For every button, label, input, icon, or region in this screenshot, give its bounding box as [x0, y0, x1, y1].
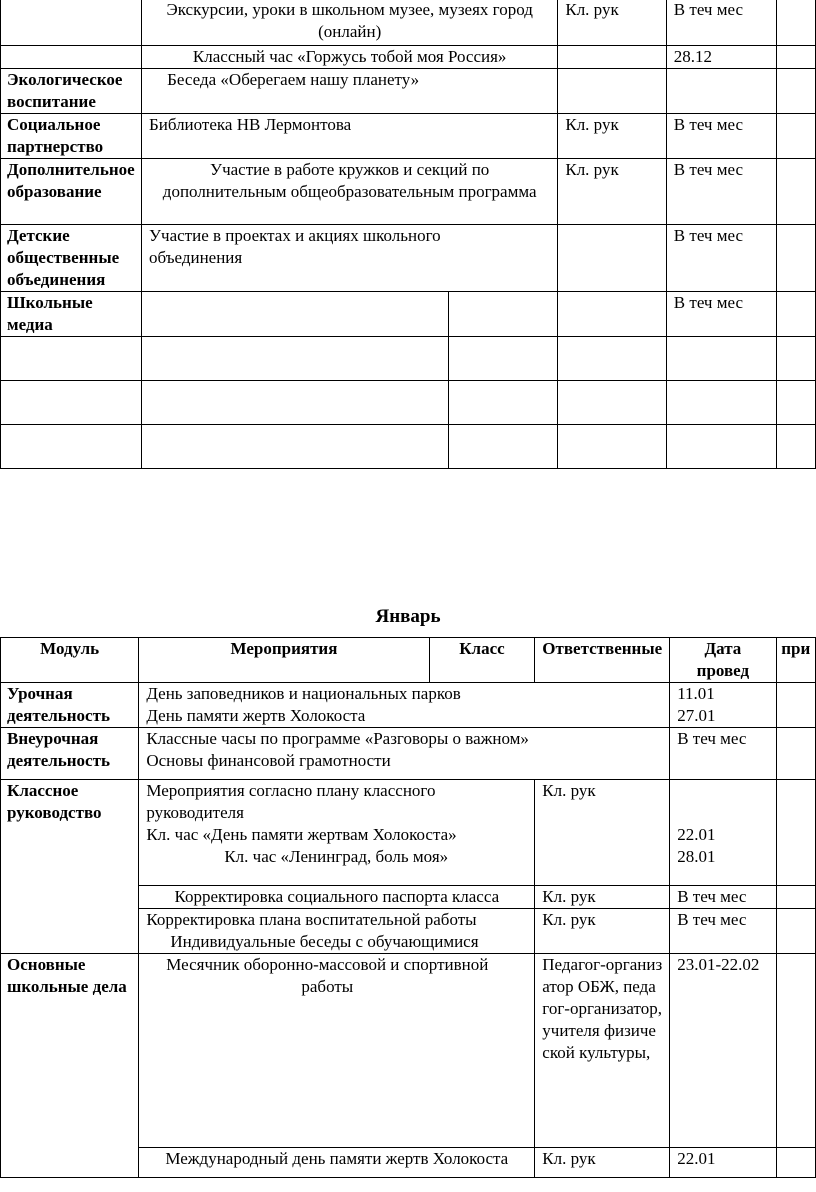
responsible-cell: Педагог-организатор ОБЖ, педагог-организатор, учителя физической культуры, — [535, 954, 670, 1148]
table-row — [1, 954, 816, 1148]
module-cell: Экологическое воспитание — [1, 69, 142, 114]
header-event: Мероприятия — [139, 638, 429, 683]
table-row — [1, 683, 816, 728]
event-cell: Беседа «Оберегаем нашу планету» — [141, 69, 557, 114]
table-row — [1, 0, 816, 46]
empty-cell — [1, 381, 142, 425]
event-cell: Участие в проектах и акциях школьного объединения — [141, 225, 557, 292]
extra-cell — [776, 1148, 815, 1178]
extra-cell — [776, 909, 815, 954]
event-text: Мероприятия согласно плану классного руководителя Кл. час «День памяти жертвам Холокоста» — [146, 781, 457, 844]
month-title: Январь — [375, 606, 441, 627]
december-table-continuation — [0, 0, 816, 469]
responsible-cell — [558, 292, 666, 337]
extra-cell — [776, 886, 815, 909]
event-cell: Корректировка социального паспорта класса — [139, 886, 535, 909]
extra-cell — [776, 683, 815, 728]
empty-cell — [558, 425, 666, 469]
table-row — [1, 381, 816, 425]
date-cell: В теч мес — [670, 909, 776, 954]
empty-cell — [1, 337, 142, 381]
table-row — [1, 69, 816, 114]
date-cell: В теч мес — [670, 886, 776, 909]
class-cell — [448, 292, 558, 337]
header-class: Класс — [429, 638, 535, 683]
responsible-cell: Кл. рук — [558, 159, 666, 225]
date-cell: В теч мес — [666, 159, 776, 225]
empty-cell — [776, 337, 816, 381]
date-cell: 28.12 — [666, 46, 776, 69]
empty-cell — [666, 381, 776, 425]
empty-cell — [776, 425, 816, 469]
extra-cell — [776, 159, 816, 225]
header-responsible: Ответственные — [535, 638, 670, 683]
event-text: Индивидуальные беседы с обучающимися — [170, 932, 479, 951]
table-row — [1, 159, 816, 225]
date-cell: В теч мес — [670, 728, 776, 780]
responsible-cell: Кл. рук — [535, 886, 670, 909]
responsible-cell — [558, 69, 666, 114]
event-text: Корректировка плана воспитательной работы — [146, 910, 477, 929]
empty-cell — [141, 425, 448, 469]
empty-cell — [776, 381, 816, 425]
extra-cell — [776, 225, 816, 292]
table-row — [1, 425, 816, 469]
responsible-cell: Кл. рук — [535, 1148, 670, 1178]
event-cell: Участие в работе кружков и секций по дополнительным общеобразовательным программа — [141, 159, 557, 225]
empty-cell — [558, 337, 666, 381]
table-row — [1, 225, 816, 292]
event-cell: Классные часы по программе «Разговоры о важном» Основы финансовой грамотности — [139, 728, 670, 780]
extra-cell — [776, 780, 815, 886]
extra-cell — [776, 954, 815, 1148]
date-cell: 11.01 27.01 — [670, 683, 776, 728]
module-cell: Дополнительное образование — [1, 159, 142, 225]
empty-cell — [558, 381, 666, 425]
event-cell — [141, 292, 448, 337]
module-cell: Школьные медиа — [1, 292, 142, 337]
extra-cell — [776, 292, 816, 337]
event-cell: Экскурсии, уроки в школьном музее, музеях город (онлайн) — [141, 0, 557, 46]
header-date: Дата провед — [670, 638, 776, 683]
module-cell — [1, 0, 142, 46]
empty-cell — [448, 381, 558, 425]
table-row — [1, 46, 816, 69]
module-cell: Внеурочная деятельность — [1, 728, 139, 780]
header-module: Модуль — [1, 638, 139, 683]
module-cell: Основные школьные дела — [1, 954, 139, 1178]
header-extra: при — [776, 638, 815, 683]
table-row — [1, 337, 816, 381]
extra-cell — [776, 0, 816, 46]
module-cell: Социальное партнерство — [1, 114, 142, 159]
module-cell — [1, 46, 142, 69]
module-cell: Детские общественные объединения — [1, 225, 142, 292]
event-cell: Месячник оборонно-массовой и спортивной работы — [139, 954, 535, 1148]
responsible-cell: Кл. рук — [558, 0, 666, 46]
module-cell: Классное руководство — [1, 780, 139, 954]
event-cell: Библиотека НВ Лермонтова — [141, 114, 557, 159]
empty-cell — [666, 337, 776, 381]
date-cell — [666, 69, 776, 114]
january-table — [0, 637, 816, 1178]
event-text: Кл. час «Ленинград, боль моя» — [224, 847, 449, 866]
date-cell: В теч мес — [666, 114, 776, 159]
responsible-cell: Кл. рук — [535, 909, 670, 954]
empty-cell — [448, 337, 558, 381]
empty-cell — [141, 337, 448, 381]
date-cell: 22.01 — [670, 1148, 776, 1178]
responsible-cell: Кл. рук — [558, 114, 666, 159]
table-row — [1, 292, 816, 337]
extra-cell — [776, 114, 816, 159]
event-cell: День заповедников и национальных парков День памяти жертв Холокоста — [139, 683, 670, 728]
empty-cell — [448, 425, 558, 469]
responsible-cell — [558, 46, 666, 69]
event-cell — [139, 909, 535, 954]
responsible-cell: Кл. рук — [535, 780, 670, 886]
empty-cell — [666, 425, 776, 469]
module-cell: Урочная деятельность — [1, 683, 139, 728]
event-cell: Международный день памяти жертв Холокоста — [139, 1148, 535, 1178]
table-row — [1, 728, 816, 780]
date-cell: 23.01-22.02 — [670, 954, 776, 1148]
table-row — [1, 114, 816, 159]
event-cell: Классный час «Горжусь тобой моя Россия» — [141, 46, 557, 69]
event-cell — [139, 780, 535, 886]
extra-cell — [776, 69, 816, 114]
date-cell: 22.01 28.01 — [670, 780, 776, 886]
empty-cell — [1, 425, 142, 469]
extra-cell — [776, 46, 816, 69]
responsible-cell — [558, 225, 666, 292]
table-row — [1, 780, 816, 886]
date-cell: В теч мес — [666, 292, 776, 337]
date-cell: В теч мес — [666, 225, 776, 292]
extra-cell — [776, 728, 815, 780]
date-cell: В теч мес — [666, 0, 776, 46]
table-header-row — [1, 638, 816, 683]
empty-cell — [141, 381, 448, 425]
